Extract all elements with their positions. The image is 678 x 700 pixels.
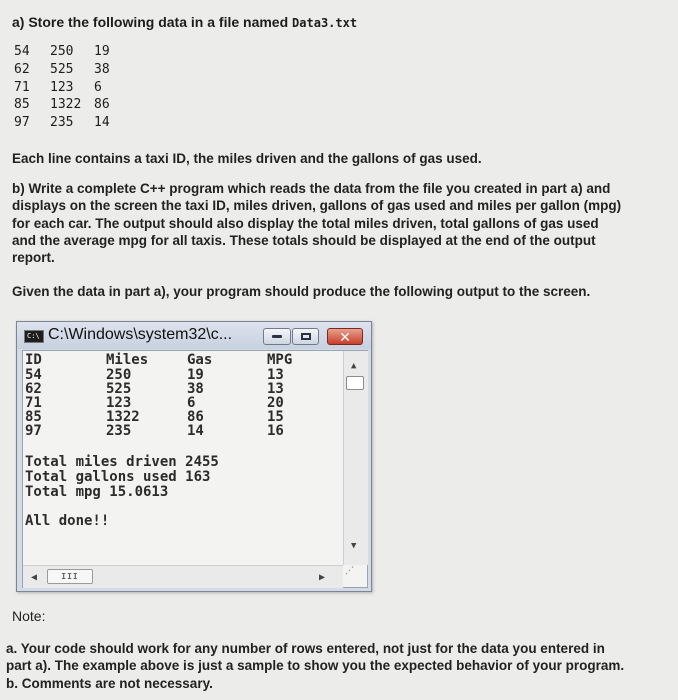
console-miles: 1322 xyxy=(106,409,140,425)
part-b-line: for each car. The output should also display the total miles driven, total gallons of gas used xyxy=(12,215,599,231)
console-gas: 38 xyxy=(187,381,204,397)
resize-grip-icon[interactable]: ⋰ xyxy=(345,566,354,576)
scroll-up-icon[interactable]: ▲ xyxy=(351,361,357,371)
console-output[interactable] xyxy=(22,350,368,588)
part-b-line: displays on the screen the taxi ID, miles driven, gallons of gas used and miles per gallon (mpg) xyxy=(12,198,622,214)
horizontal-scrollbar[interactable] xyxy=(23,565,343,588)
note-line: b. Comments are not necessary. xyxy=(6,675,213,691)
header-gas: Gas xyxy=(187,352,213,368)
console-id: 71 xyxy=(25,395,42,411)
vertical-scroll-thumb[interactable] xyxy=(346,376,364,390)
console-id: 97 xyxy=(25,423,42,439)
vertical-scrollbar[interactable] xyxy=(343,351,368,565)
data-description: Each line contains a taxi ID, the miles driven and the gallons of gas used. xyxy=(12,151,482,166)
console-id: 62 xyxy=(25,381,42,397)
console-icon-label: C:\ xyxy=(27,332,40,340)
data-cell: 6 xyxy=(94,80,102,95)
console-gas: 19 xyxy=(187,367,204,383)
console-id: 54 xyxy=(25,367,42,383)
note-line: part a). The example above is just a sample to show you the expected behavior of your program. xyxy=(6,658,625,674)
console-miles: 123 xyxy=(106,395,132,411)
data-cell: 38 xyxy=(94,62,110,77)
part-a-heading-text: a) Store the following data in a file named xyxy=(12,14,289,30)
horizontal-scroll-thumb[interactable]: III xyxy=(47,569,93,584)
data-row xyxy=(14,96,110,113)
note-title: Note: xyxy=(12,608,46,624)
maximize-button[interactable] xyxy=(292,328,319,345)
console-mpg: 15 xyxy=(267,409,284,425)
close-button[interactable] xyxy=(327,328,363,345)
console-gas: 6 xyxy=(187,395,196,411)
console-gas: 86 xyxy=(187,409,204,425)
data-cell: 123 xyxy=(50,80,74,95)
part-b-line: and the average mpg for all taxis. These totals should be displayed at the end of the output xyxy=(12,232,596,248)
minimize-button[interactable] xyxy=(263,328,291,345)
header-id: ID xyxy=(25,352,42,368)
console-miles: 235 xyxy=(106,423,132,439)
scroll-right-icon[interactable]: ▶ xyxy=(319,572,326,583)
data-cell: 235 xyxy=(50,115,74,130)
console-mpg: 13 xyxy=(267,381,284,397)
part-b-text xyxy=(12,180,676,266)
console-id: 85 xyxy=(25,409,42,425)
data-cell: 14 xyxy=(94,115,110,130)
console-title: C:\Windows\system32\c... xyxy=(48,326,233,343)
console-miles: 525 xyxy=(106,381,132,397)
note-line: a. Your code should work for any number of rows entered, not just for the data you entered in xyxy=(6,641,605,656)
data-row xyxy=(14,79,102,96)
console-titlebar[interactable] xyxy=(17,322,371,349)
maximize-icon xyxy=(301,333,311,340)
part-a-heading xyxy=(12,14,357,32)
data-cell: 62 xyxy=(14,62,30,77)
data-cell: 250 xyxy=(50,44,74,59)
header-miles: Miles xyxy=(106,352,149,368)
part-b-line: b) Write a complete C++ program which reads the data from the file you created in part a) and xyxy=(12,181,611,196)
scroll-down-icon[interactable]: ▼ xyxy=(351,541,357,551)
data-cell: 19 xyxy=(94,44,110,59)
console-mpg: 20 xyxy=(267,395,284,411)
data-row xyxy=(14,43,110,60)
data-cell: 97 xyxy=(14,115,30,130)
data-filename: Data3.txt xyxy=(292,16,358,30)
console-mpg: 13 xyxy=(267,367,284,383)
console-gas: 14 xyxy=(187,423,204,439)
data-cell: 85 xyxy=(14,97,30,112)
total-mpg: Total mpg 15.0613 xyxy=(25,484,169,500)
given-text: Given the data in part a), your program should produce the following output to the screen. xyxy=(12,284,591,299)
close-icon: ✕ xyxy=(339,328,351,345)
data-cell: 1322 xyxy=(50,97,82,112)
total-miles: Total miles driven 2455 xyxy=(25,454,219,470)
data-cell: 525 xyxy=(50,62,74,77)
console-window xyxy=(16,321,372,592)
data-row xyxy=(14,114,110,131)
data-cell: 54 xyxy=(14,44,30,59)
all-done: All done!! xyxy=(25,513,110,529)
console-app-icon[interactable] xyxy=(24,330,44,343)
part-b-line: report. xyxy=(12,250,55,266)
note-text xyxy=(6,640,676,692)
data-row xyxy=(14,61,110,78)
data-cell: 71 xyxy=(14,80,30,95)
data-cell: 86 xyxy=(94,97,110,112)
console-miles: 250 xyxy=(106,367,132,383)
total-gallons: Total gallons used 163 xyxy=(25,469,211,485)
console-mpg: 16 xyxy=(267,423,284,439)
scroll-left-icon[interactable]: ◀ xyxy=(31,572,38,583)
minimize-icon xyxy=(272,335,282,338)
header-mpg: MPG xyxy=(267,352,293,368)
